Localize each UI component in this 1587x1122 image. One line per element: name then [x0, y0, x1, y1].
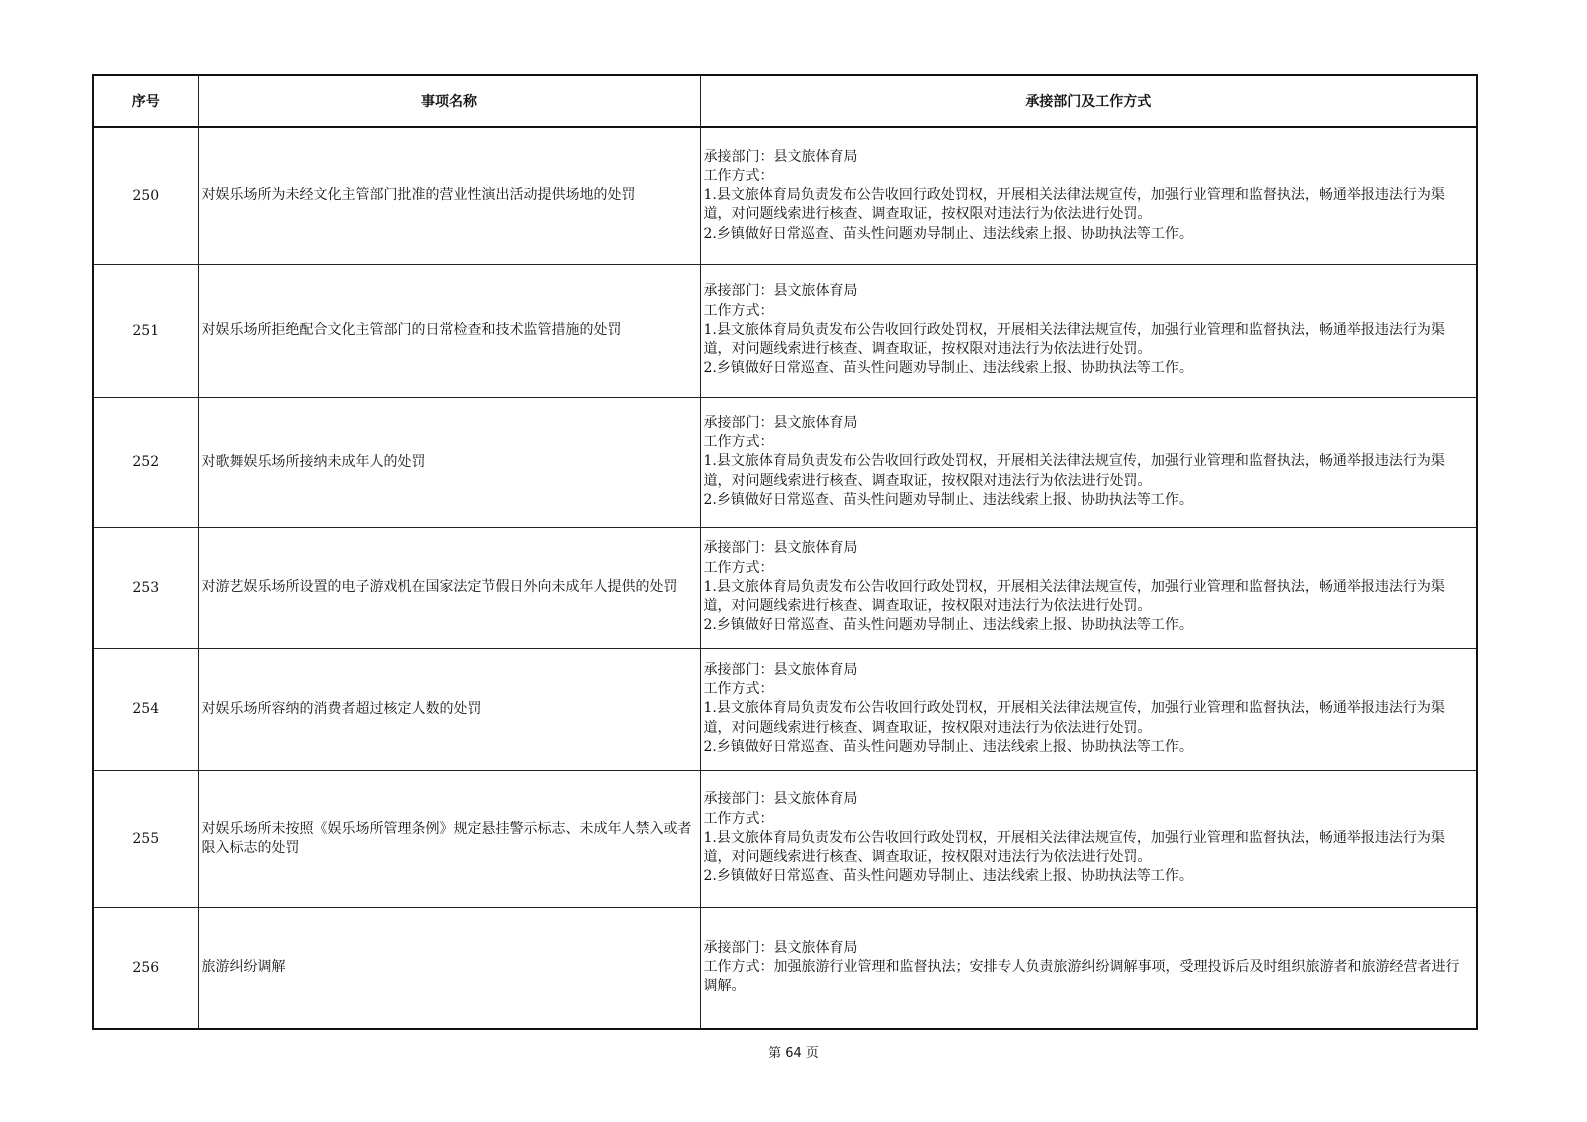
serial-number-cell: 255: [93, 770, 198, 907]
department-line: 承接部门：县文旅体育局: [703, 283, 858, 300]
serial-number-cell: 253: [93, 527, 198, 648]
serial-number-cell: 251: [93, 264, 198, 397]
header-department-method: 承接部门及工作方式: [700, 75, 1477, 127]
method-item-2: 2.乡镇做好日常巡查、苗头性问题劝导制止、违法线索上报、协助执法等工作。: [703, 738, 1193, 755]
method-label-line: 工作方式：: [703, 810, 774, 827]
method-label-line: 工作方式：: [703, 434, 774, 451]
method-item-2: 2.乡镇做好日常巡查、苗头性问题劝导制止、违法线索上报、协助执法等工作。: [703, 360, 1193, 377]
item-name-cell: 对歌舞娱乐场所接纳未成年人的处罚: [198, 397, 700, 527]
item-name-cell: 对娱乐场所拒绝配合文化主管部门的日常检查和技术监管措施的处罚: [198, 264, 700, 397]
department-method-cell: [700, 648, 1477, 770]
item-name-cell: 对游艺娱乐场所设置的电子游戏机在国家法定节假日外向未成年人提供的处罚: [198, 527, 700, 648]
department-method-cell: [700, 264, 1477, 397]
method-item-1: 1.县文旅体育局负责发布公告收回行政处罚权，开展相关法律法规宣传，加强行业管理和监督执法，畅通举报违法行为渠道，对问题线索进行核查、调查取证，按权限对违法行为依法进行处罚。: [703, 829, 1445, 866]
serial-number-cell: 256: [93, 907, 198, 1029]
method-item-2: 2.乡镇做好日常巡查、苗头性问题劝导制止、违法线索上报、协助执法等工作。: [703, 868, 1193, 885]
department-line: 承接部门：县文旅体育局: [703, 414, 858, 431]
table-row: [93, 770, 1477, 907]
table-row: [93, 397, 1477, 527]
method-item-2: 2.乡镇做好日常巡查、苗头性问题劝导制止、违法线索上报、协助执法等工作。: [703, 617, 1193, 634]
table-row: [93, 264, 1477, 397]
method-item-2: 2.乡镇做好日常巡查、苗头性问题劝导制止、违法线索上报、协助执法等工作。: [703, 491, 1193, 508]
header-serial-number: 序号: [93, 75, 198, 127]
item-name-cell: 旅游纠纷调解: [198, 907, 700, 1029]
department-method-cell: [700, 127, 1477, 264]
department-method-cell: [700, 907, 1477, 1029]
method-label-line: 工作方式：: [703, 167, 774, 184]
method-item-1: 1.县文旅体育局负责发布公告收回行政处罚权，开展相关法律法规宣传，加强行业管理和监督执法，畅通举报违法行为渠道，对问题线索进行核查、调查取证，按权限对违法行为依法进行处罚。: [703, 187, 1445, 223]
item-name-cell: 对娱乐场所未按照《娱乐场所管理条例》规定悬挂警示标志、未成年人禁入或者限入标志的处罚: [198, 770, 700, 907]
department-line: 承接部门：县文旅体育局: [703, 791, 858, 808]
method-label-line: 工作方式：: [703, 302, 774, 319]
item-name-cell: 对娱乐场所为未经文化主管部门批准的营业性演出活动提供场地的处罚: [198, 127, 700, 264]
method-item-1: 1.县文旅体育局负责发布公告收回行政处罚权，开展相关法律法规宣传，加强行业管理和监督执法，畅通举报违法行为渠道，对问题线索进行核查、调查取证，按权限对违法行为依法进行处罚。: [703, 321, 1445, 358]
serial-number-cell: 254: [93, 648, 198, 770]
items-table: [92, 74, 1478, 1030]
department-line: 承接部门：县文旅体育局: [703, 939, 858, 956]
table-row: [93, 127, 1477, 264]
method-item-1: 1.县文旅体育局负责发布公告收回行政处罚权，开展相关法律法规宣传，加强行业管理和监督执法，畅通举报违法行为渠道，对问题线索进行核查、调查取证，按权限对违法行为依法进行处罚。: [703, 578, 1445, 615]
table-row: [93, 527, 1477, 648]
serial-number-cell: 252: [93, 397, 198, 527]
department-method-cell: [700, 527, 1477, 648]
method-label-line: 工作方式：: [703, 681, 774, 698]
department-method-cell: [700, 397, 1477, 527]
serial-number-cell: 250: [93, 127, 198, 264]
method-item-1: 1.县文旅体育局负责发布公告收回行政处罚权，开展相关法律法规宣传，加强行业管理和监督执法，畅通举报违法行为渠道，对问题线索进行核查、调查取证，按权限对违法行为依法进行处罚。: [703, 700, 1445, 736]
department-method-cell: [700, 770, 1477, 907]
department-line: 承接部门：县文旅体育局: [703, 540, 858, 557]
method-item-2: 2.乡镇做好日常巡查、苗头性问题劝导制止、违法线索上报、协助执法等工作。: [703, 225, 1193, 242]
department-line: 承接部门：县文旅体育局: [703, 148, 858, 165]
table-row: [93, 648, 1477, 770]
header-item-name: 事项名称: [198, 75, 700, 127]
page-number: 第 64 页: [768, 1046, 819, 1061]
method-label-line: 工作方式：加强旅游行业管理和监督执法；安排专人负责旅游纠纷调解事项，受理投诉后及时组织旅游者和旅游经营者进行调解。: [703, 959, 1460, 995]
table-header-row: [93, 75, 1477, 127]
item-name-cell: 对娱乐场所容纳的消费者超过核定人数的处罚: [198, 648, 700, 770]
department-line: 承接部门：县文旅体育局: [703, 661, 858, 678]
method-item-1: 1.县文旅体育局负责发布公告收回行政处罚权，开展相关法律法规宣传，加强行业管理和监督执法，畅通举报违法行为渠道，对问题线索进行核查、调查取证，按权限对违法行为依法进行处罚。: [703, 453, 1445, 489]
method-label-line: 工作方式：: [703, 559, 774, 576]
table-row: [93, 907, 1477, 1029]
